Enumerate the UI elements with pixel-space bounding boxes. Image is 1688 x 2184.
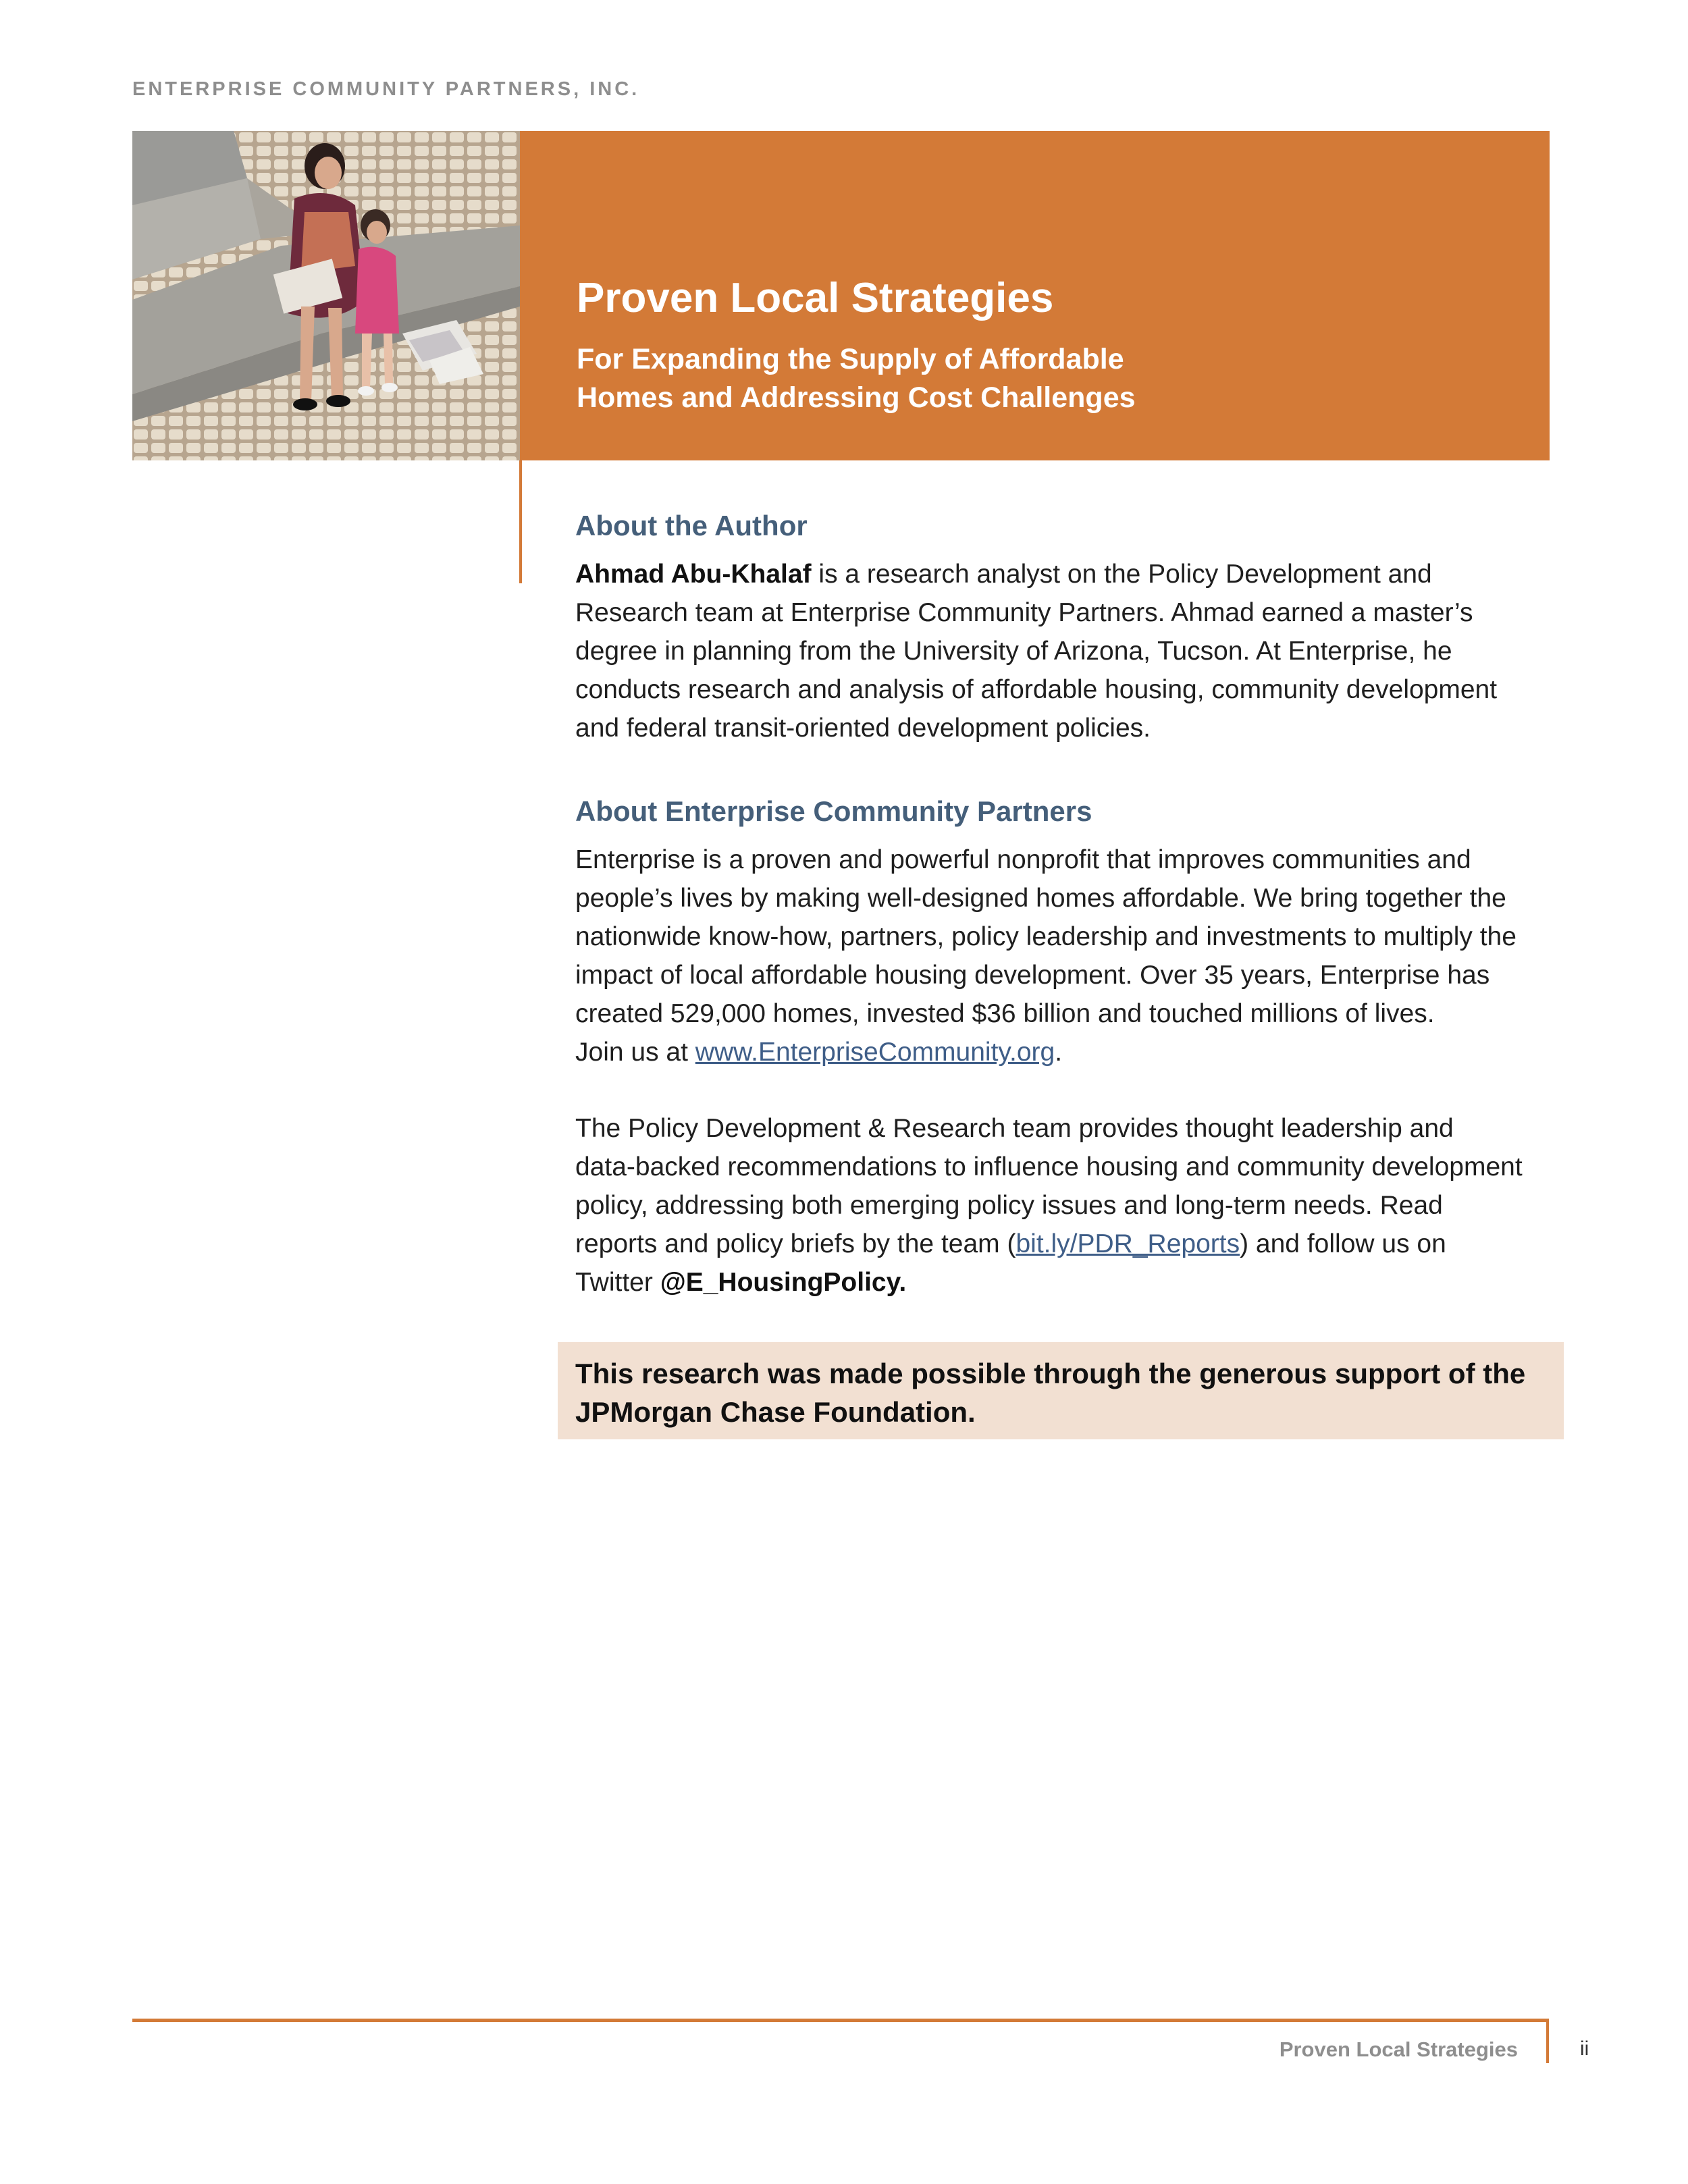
paragraph-line: The Policy Development & Research team provides thought leadership and: [575, 1114, 1454, 1143]
paragraph-line: [575, 1263, 1548, 1302]
accent-divider: [519, 460, 522, 583]
paragraph-line: conducts research and analysis of affordable housing, community development: [575, 675, 1498, 704]
footer-tick: [1546, 2019, 1549, 2063]
about-enterprise-paragraph: [575, 841, 1548, 1071]
paragraph-line: Research team at Enterprise Community Partners. Ahmad earned a master’s: [575, 598, 1473, 627]
join-text: Join us at: [575, 1038, 695, 1067]
main-content: [575, 506, 1548, 1302]
reports-suffix: ) and follow us on: [1240, 1229, 1446, 1258]
paragraph-line: nationwide know-how, partners, policy leadership and investments to multiply the: [575, 922, 1516, 951]
page-number: ii: [1580, 2037, 1589, 2060]
paragraph-line: [575, 1033, 1548, 1071]
title-banner: [520, 131, 1550, 460]
org-header: ENTERPRISE COMMUNITY PARTNERS, INC.: [132, 78, 640, 100]
pdr-paragraph: [575, 1109, 1548, 1302]
author-line-text: is a research analyst on the Policy Development and: [811, 560, 1432, 589]
subtitle-line: For Expanding the Supply of Affordable: [577, 343, 1124, 375]
paragraph-line: people’s lives by making well-designed homes affordable. We bring together the: [575, 884, 1506, 913]
document-subtitle: [577, 340, 1252, 417]
paragraph-line: [575, 555, 1548, 593]
paragraph-line: data-backed recommendations to influence housing and community development: [575, 1152, 1523, 1181]
twitter-handle: @E_HousingPolicy.: [660, 1268, 907, 1297]
support-callout: [558, 1342, 1564, 1439]
about-author-paragraph: [575, 555, 1548, 747]
paragraph-line: degree in planning from the University of Arizona, Tucson. At Enterprise, he: [575, 637, 1452, 666]
paragraph-line: Enterprise is a proven and powerful nonprofit that improves communities and: [575, 845, 1471, 874]
footer-divider: [132, 2019, 1549, 2022]
paragraph-line: policy, addressing both emerging policy issues and long-term needs. Read: [575, 1191, 1443, 1220]
support-line: This research was made possible through the generous support of the: [575, 1358, 1526, 1389]
footer-title: Proven Local Strategies: [1279, 2037, 1518, 2061]
about-author-heading: About the Author: [575, 510, 808, 541]
pdr-reports-link[interactable]: bit.ly/PDR_Reports: [1016, 1229, 1240, 1258]
about-enterprise-heading: About Enterprise Community Partners: [575, 795, 1092, 827]
subtitle-line: Homes and Addressing Cost Challenges: [577, 381, 1136, 414]
paragraph-line: and federal transit-oriented development policies.: [575, 714, 1151, 743]
paragraph-line: [575, 1225, 1548, 1263]
cover-photo: [132, 131, 520, 460]
enterprise-website-link[interactable]: www.EnterpriseCommunity.org: [695, 1038, 1055, 1067]
document-title: Proven Local Strategies: [577, 275, 1054, 321]
author-name: Ahmad Abu-Khalaf: [575, 560, 812, 589]
twitter-text: Twitter: [575, 1268, 660, 1297]
paragraph-line: created 529,000 homes, invested $36 billion and touched millions of lives.: [575, 999, 1435, 1028]
join-suffix: .: [1055, 1038, 1063, 1067]
reports-text: reports and policy briefs by the team (: [575, 1229, 1016, 1258]
paragraph-line: impact of local affordable housing development. Over 35 years, Enterprise has: [575, 961, 1490, 990]
support-line: JPMorgan Chase Foundation.: [575, 1396, 976, 1428]
